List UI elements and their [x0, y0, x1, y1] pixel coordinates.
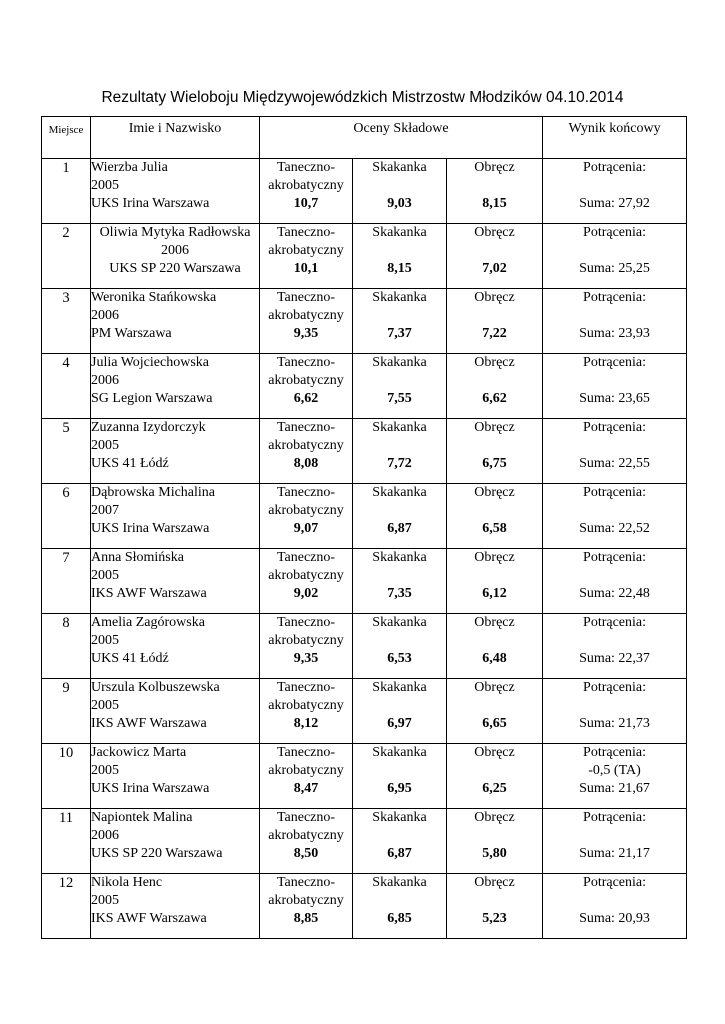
dance-score: 9,35 [293, 651, 319, 666]
table-row [42, 289, 687, 354]
rope-label: Skakanka [372, 875, 427, 890]
person-cell [91, 419, 260, 484]
hoop-score-cell [447, 159, 543, 224]
athlete-club: UKS Irina Warszawa [91, 196, 210, 211]
rope-score: 6,53 [387, 651, 412, 666]
place-cell: 2 [42, 224, 91, 289]
hoop-score: 6,25 [482, 781, 507, 796]
rope-score-cell [353, 354, 447, 419]
total-score: Suma: 23,65 [579, 391, 650, 406]
result-cell [543, 289, 687, 354]
result-cell [543, 159, 687, 224]
place-cell: 8 [42, 614, 91, 679]
athlete-year: 2005 [91, 568, 119, 583]
dance-score-cell [260, 549, 353, 614]
rope-score: 7,37 [387, 326, 412, 341]
person-cell [91, 289, 260, 354]
athlete-club: UKS 41 Łódź [91, 651, 169, 666]
table-row [42, 744, 687, 809]
deduction-value [543, 177, 686, 195]
dance-label-2: akrobatyczny [268, 828, 344, 843]
total-score: Suma: 22,37 [579, 651, 650, 666]
total-score: Suma: 22,55 [579, 456, 650, 471]
athlete-club: IKS AWF Warszawa [91, 716, 207, 731]
deduction-value [543, 567, 686, 585]
header-result: Wynik końcowy [543, 117, 687, 159]
dance-score: 9,35 [293, 326, 319, 341]
rope-score-cell [353, 874, 447, 939]
dance-label-1: Taneczno- [276, 485, 336, 500]
dance-score: 9,07 [293, 521, 319, 536]
hoop-label: Obręcz [474, 550, 515, 565]
hoop-score-cell [447, 419, 543, 484]
athlete-club: SG Legion Warszawa [91, 391, 213, 406]
deductions-label: Potrącenia: [583, 745, 647, 760]
place-cell: 10 [42, 744, 91, 809]
dance-label-1: Taneczno- [276, 615, 336, 630]
person-cell [91, 679, 260, 744]
athlete-club: UKS SP 220 Warszawa [109, 261, 241, 276]
table-header-row [42, 117, 687, 159]
athlete-club: UKS SP 220 Warszawa [91, 846, 223, 861]
place-cell: 3 [42, 289, 91, 354]
results-table [41, 116, 687, 939]
dance-label-2: akrobatyczny [268, 763, 344, 778]
hoop-score-cell [447, 289, 543, 354]
total-score: Suma: 25,25 [579, 261, 650, 276]
rope-score: 6,87 [387, 846, 412, 861]
athlete-name: Zuzanna Izydorczyk [91, 420, 206, 435]
rope-score-cell [353, 549, 447, 614]
athlete-year: 2006 [91, 373, 119, 388]
dance-score: 8,85 [293, 911, 319, 926]
rope-score-cell [353, 809, 447, 874]
hoop-score-cell [447, 809, 543, 874]
dance-label-1: Taneczno- [276, 160, 336, 175]
total-score: Suma: 27,92 [579, 196, 650, 211]
deductions-label: Potrącenia: [583, 420, 647, 435]
place-cell: 4 [42, 354, 91, 419]
person-cell [91, 614, 260, 679]
deductions-label: Potrącenia: [583, 615, 647, 630]
table-row [42, 419, 687, 484]
deduction-value [543, 892, 686, 910]
rope-score: 7,72 [387, 456, 412, 471]
hoop-score: 5,80 [482, 846, 507, 861]
hoop-score-cell [447, 744, 543, 809]
dance-label-1: Taneczno- [276, 680, 336, 695]
total-score: Suma: 22,52 [579, 521, 650, 536]
athlete-club: IKS AWF Warszawa [91, 911, 207, 926]
dance-score-cell [260, 679, 353, 744]
dance-label-1: Taneczno- [276, 225, 336, 240]
dance-score: 8,08 [293, 456, 319, 471]
athlete-year: 2006 [91, 308, 119, 323]
result-cell [543, 679, 687, 744]
hoop-score: 6,75 [482, 456, 507, 471]
athlete-club: PM Warszawa [91, 326, 172, 341]
place-cell: 1 [42, 159, 91, 224]
dance-label-2: akrobatyczny [268, 568, 344, 583]
athlete-name: Julia Wojciechowska [91, 355, 209, 370]
deductions-label: Potrącenia: [583, 160, 647, 175]
hoop-label: Obręcz [474, 160, 515, 175]
place-cell: 9 [42, 679, 91, 744]
person-cell [91, 809, 260, 874]
dance-label-2: akrobatyczny [268, 373, 344, 388]
result-cell [543, 549, 687, 614]
table-row [42, 354, 687, 419]
dance-score-cell [260, 289, 353, 354]
deductions-label: Potrącenia: [583, 875, 647, 890]
total-score: Suma: 21,17 [579, 846, 650, 861]
header-scores: Oceny Składowe [260, 117, 543, 159]
rope-label: Skakanka [372, 680, 427, 695]
hoop-label: Obręcz [474, 290, 515, 305]
rope-score: 6,85 [387, 911, 412, 926]
dance-label-1: Taneczno- [276, 355, 336, 370]
result-cell [543, 224, 687, 289]
deduction-value [543, 307, 686, 325]
hoop-score: 6,62 [482, 391, 507, 406]
rope-label: Skakanka [372, 420, 427, 435]
result-cell [543, 809, 687, 874]
rope-score: 7,55 [387, 391, 412, 406]
deductions-label: Potrącenia: [583, 355, 647, 370]
person-cell [91, 159, 260, 224]
dance-label-2: akrobatyczny [268, 503, 344, 518]
result-cell [543, 614, 687, 679]
hoop-label: Obręcz [474, 875, 515, 890]
rope-score-cell [353, 679, 447, 744]
place-cell: 5 [42, 419, 91, 484]
total-score: Suma: 21,73 [579, 716, 650, 731]
table-row [42, 679, 687, 744]
dance-score-cell [260, 614, 353, 679]
person-cell [91, 744, 260, 809]
dance-label-1: Taneczno- [276, 420, 336, 435]
hoop-score: 8,15 [482, 196, 507, 211]
rope-label: Skakanka [372, 160, 427, 175]
hoop-score-cell [447, 484, 543, 549]
hoop-score: 6,48 [482, 651, 507, 666]
athlete-year: 2006 [161, 243, 189, 258]
rope-score: 6,95 [387, 781, 412, 796]
athlete-name: Weronika Stańkowska [91, 290, 217, 305]
deductions-label: Potrącenia: [583, 680, 647, 695]
total-score: Suma: 20,93 [579, 911, 650, 926]
hoop-score-cell [447, 549, 543, 614]
deduction-value [543, 632, 686, 650]
table-row [42, 484, 687, 549]
hoop-label: Obręcz [474, 225, 515, 240]
athlete-year: 2005 [91, 763, 119, 778]
place-cell: 7 [42, 549, 91, 614]
deduction-value: -0,5 (TA) [588, 763, 641, 778]
dance-label-2: akrobatyczny [268, 893, 344, 908]
hoop-score: 6,58 [482, 521, 507, 536]
person-cell [91, 224, 260, 289]
table-row [42, 549, 687, 614]
hoop-score-cell [447, 874, 543, 939]
rope-score-cell [353, 159, 447, 224]
deductions-label: Potrącenia: [583, 550, 647, 565]
rope-label: Skakanka [372, 225, 427, 240]
person-cell [91, 354, 260, 419]
result-cell [543, 419, 687, 484]
deduction-value [543, 437, 686, 455]
total-score: Suma: 23,93 [579, 326, 650, 341]
rope-score-cell [353, 224, 447, 289]
dance-score-cell [260, 809, 353, 874]
dance-score-cell [260, 744, 353, 809]
hoop-label: Obręcz [474, 485, 515, 500]
deduction-value [543, 372, 686, 390]
athlete-year: 2005 [91, 178, 119, 193]
hoop-score-cell [447, 224, 543, 289]
hoop-score: 7,02 [482, 261, 507, 276]
athlete-year: 2005 [91, 633, 119, 648]
rope-score-cell [353, 614, 447, 679]
athlete-name: Jackowicz Marta [91, 745, 187, 760]
deductions-label: Potrącenia: [583, 225, 647, 240]
deduction-value [543, 827, 686, 845]
dance-score: 9,02 [293, 586, 319, 601]
dance-label-2: akrobatyczny [268, 698, 344, 713]
dance-label-1: Taneczno- [276, 290, 336, 305]
dance-label-1: Taneczno- [276, 550, 336, 565]
dance-score-cell [260, 354, 353, 419]
hoop-label: Obręcz [474, 355, 515, 370]
hoop-score-cell [447, 614, 543, 679]
result-cell [543, 354, 687, 419]
table-row [42, 614, 687, 679]
table-row [42, 224, 687, 289]
header-name: Imie i Nazwisko [91, 117, 260, 159]
rope-score-cell [353, 744, 447, 809]
rope-label: Skakanka [372, 550, 427, 565]
result-cell [543, 484, 687, 549]
rope-score-cell [353, 289, 447, 354]
person-cell [91, 549, 260, 614]
athlete-club: UKS Irina Warszawa [91, 781, 210, 796]
rope-score: 6,87 [387, 521, 412, 536]
dance-score: 8,12 [293, 716, 319, 731]
dance-score-cell [260, 874, 353, 939]
rope-score: 9,03 [387, 196, 412, 211]
rope-label: Skakanka [372, 615, 427, 630]
rope-score: 7,35 [387, 586, 412, 601]
athlete-name: Napiontek Malina [91, 810, 193, 825]
dance-score: 10,7 [293, 196, 319, 211]
table-row [42, 809, 687, 874]
athlete-year: 2005 [91, 698, 119, 713]
deduction-value [543, 697, 686, 715]
table-row [42, 874, 687, 939]
athlete-club: UKS 41 Łódź [91, 456, 169, 471]
athlete-club: UKS Irina Warszawa [91, 521, 210, 536]
dance-label-2: akrobatyczny [268, 243, 344, 258]
person-cell [91, 874, 260, 939]
dance-score-cell [260, 159, 353, 224]
rope-label: Skakanka [372, 355, 427, 370]
athlete-year: 2005 [91, 438, 119, 453]
result-cell [543, 874, 687, 939]
hoop-score: 5,23 [482, 911, 507, 926]
place-cell: 12 [42, 874, 91, 939]
rope-label: Skakanka [372, 290, 427, 305]
hoop-score: 6,65 [482, 716, 507, 731]
athlete-name: Urszula Kolbuszewska [91, 680, 220, 695]
dance-label-1: Taneczno- [276, 810, 336, 825]
athlete-name: Dąbrowska Michalina [91, 485, 216, 500]
hoop-score-cell [447, 679, 543, 744]
deductions-label: Potrącenia: [583, 485, 647, 500]
hoop-label: Obręcz [474, 680, 515, 695]
dance-score-cell [260, 484, 353, 549]
athlete-name: Anna Słomińska [91, 550, 184, 565]
dance-score: 8,47 [293, 781, 319, 796]
hoop-label: Obręcz [474, 615, 515, 630]
dance-score: 10,1 [293, 261, 319, 276]
rope-score-cell [353, 419, 447, 484]
athlete-year: 2006 [91, 828, 119, 843]
athlete-name: Nikola Henc [91, 875, 163, 890]
page-title: Rezultaty Wieloboju Międzywojewódzkich Mistrzostw Młodzików 04.10.2014 [101, 89, 624, 106]
place-cell: 11 [42, 809, 91, 874]
rope-label: Skakanka [372, 745, 427, 760]
dance-label-2: akrobatyczny [268, 438, 344, 453]
dance-score-cell [260, 419, 353, 484]
rope-score: 6,97 [387, 716, 412, 731]
deduction-value [543, 242, 686, 260]
deductions-label: Potrącenia: [583, 810, 647, 825]
rope-score: 8,15 [387, 261, 412, 276]
athlete-club: IKS AWF Warszawa [91, 586, 207, 601]
rope-score-cell [353, 484, 447, 549]
athlete-year: 2005 [91, 893, 119, 908]
athlete-year: 2007 [91, 503, 119, 518]
table-row [42, 159, 687, 224]
rope-label: Skakanka [372, 810, 427, 825]
rope-label: Skakanka [372, 485, 427, 500]
dance-label-1: Taneczno- [276, 745, 336, 760]
hoop-label: Obręcz [474, 420, 515, 435]
header-place: Miejsce [42, 117, 91, 159]
dance-score: 6,62 [293, 391, 319, 406]
hoop-score-cell [447, 354, 543, 419]
hoop-score: 7,22 [482, 326, 507, 341]
dance-label-1: Taneczno- [276, 875, 336, 890]
person-cell [91, 484, 260, 549]
dance-label-2: akrobatyczny [268, 178, 344, 193]
result-cell [543, 744, 687, 809]
dance-score-cell [260, 224, 353, 289]
hoop-label: Obręcz [474, 745, 515, 760]
hoop-label: Obręcz [474, 810, 515, 825]
dance-label-2: akrobatyczny [268, 633, 344, 648]
athlete-name: Oliwia Mytyka Radłowska [99, 225, 251, 240]
athlete-name: Wierzba Julia [91, 160, 168, 175]
place-cell: 6 [42, 484, 91, 549]
athlete-name: Amelia Zagórowska [91, 615, 205, 630]
hoop-score: 6,12 [482, 586, 507, 601]
deductions-label: Potrącenia: [583, 290, 647, 305]
total-score: Suma: 21,67 [579, 781, 650, 796]
dance-label-2: akrobatyczny [268, 308, 344, 323]
dance-score: 8,50 [293, 846, 319, 861]
deduction-value [543, 502, 686, 520]
total-score: Suma: 22,48 [579, 586, 650, 601]
